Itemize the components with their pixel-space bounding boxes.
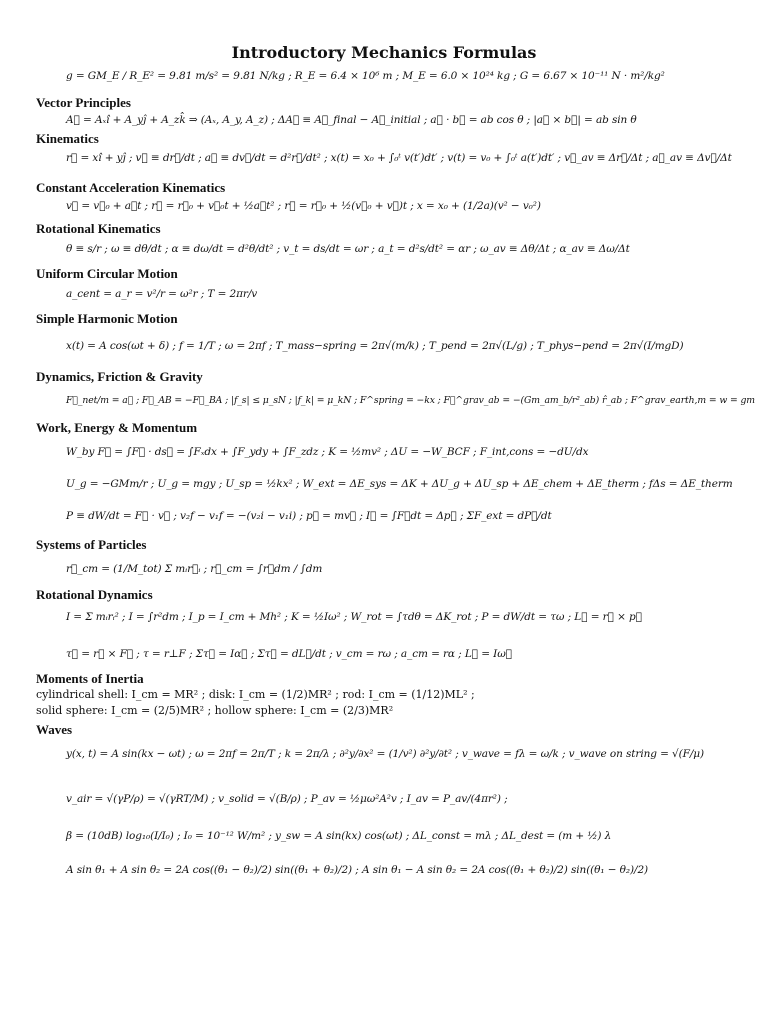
formula-line: a_cent = a_r = v²/r = ω²r ; T = 2πr/v (66, 288, 258, 300)
formula-line: r⃗_cm = (1/M_tot) Σ mᵢr⃗ᵢ ; r⃗_cm = ∫r⃗dm / ∫dm (66, 563, 323, 575)
section-heading-systems-of-particles: Systems of Particles (36, 537, 147, 552)
section-heading-kinematics: Kinematics (36, 131, 99, 146)
section-heading-vector-principles: Vector Principles (36, 95, 131, 110)
formula-line: r⃗ = xî + yĵ ; v⃗ ≡ dr⃗/dt ; a⃗ ≡ dv⃗/dt = d²r⃗/dt² ; x(t) = x₀ + ∫₀ᵗ v(t′)dt′ ; v(t) = v₀ + ∫₀ᵗ a(t′)dt′ ; v⃗_av ≡ Δr⃗/Δt ; a⃗_av ≡ Δv⃗/Δt (66, 152, 732, 164)
section-heading-shm: Simple Harmonic Motion (36, 311, 178, 326)
formula-line: β = (10dB) log₁₀(I/I₀) ; I₀ = 10⁻¹² W/m² ; y_sw = A sin(kx) cos(ωt) ; ΔL_const = mλ ; ΔL_dest = (m + ½) λ (66, 830, 612, 842)
formula-line: P ≡ dW/dt = F⃗ · v⃗ ; v₂f − v₁f = −(v₂i − v₁i) ; p⃗ = mv⃗ ; I⃗ = ∫F⃗dt = Δp⃗ ; ΣF_ext = dP⃗/dt (66, 510, 552, 522)
section-heading-circular-motion: Uniform Circular Motion (36, 266, 178, 281)
formula-line: cylindrical shell: I_cm = MR² ; disk: I_cm = (1/2)MR² ; rod: I_cm = (1/12)ML² ; (36, 688, 475, 701)
section-heading-rotational-dynamics: Rotational Dynamics (36, 587, 153, 602)
formula-line: x(t) = A cos(ωt + δ) ; f = 1/T ; ω = 2πf ; T_mass−spring = 2π√(m/k) ; T_pend = 2π√(L/g) ; T_phys−pend = 2π√(I/mgD) (66, 340, 684, 352)
formula-line: F⃗_net/m = a⃗ ; F⃗_AB = −F⃗_BA ; |f_s| ≤ μ_sN ; |f_k| = μ_kN ; F^spring = −kx ; F⃗^grav_ab = −(Gm_am_b/r²_ab) r̂_ab ; F^grav_earth,m = w = gm (66, 395, 755, 406)
formula-line: τ⃗ = r⃗ × F⃗ ; τ = r⊥F ; Στ⃗ = Iα⃗ ; Στ⃗ = dL⃗/dt ; v_cm = rω ; a_cm = rα ; L⃗ = Iω⃗ (66, 648, 512, 660)
formula-line: I = Σ mᵢrᵢ² ; I = ∫r²dm ; I_p = I_cm + Mh² ; K = ½Iω² ; W_rot = ∫τdθ = ΔK_rot ; P = dW/dt = τω ; L⃗ = r⃗ × p⃗ (66, 611, 642, 623)
formula-line: solid sphere: I_cm = (2/5)MR² ; hollow sphere: I_cm = (2/3)MR² (36, 704, 394, 717)
formula-line: U_g = −GMm/r ; U_g = mgy ; U_sp = ½kx² ; W_ext = ΔE_sys = ΔK + ΔU_g + ΔU_sp + ΔE_chem + ΔE_therm ; fΔs = ΔE_therm (66, 478, 733, 490)
header-constants: g = GM_E / R_E² = 9.81 m/s² = 9.81 N/kg ; R_E = 6.4 × 10⁶ m ; M_E = 6.0 × 10²⁴ kg ; G = 6.67 × 10⁻¹¹ N · m²/kg² (66, 70, 665, 82)
formula-line: A sin θ₁ + A sin θ₂ = 2A cos((θ₁ − θ₂)/2) sin((θ₁ + θ₂)/2) ; A sin θ₁ − A sin θ₂ = 2A cos((θ₁ + θ₂)/2) sin((θ₁ − θ₂)/2) (66, 864, 649, 876)
section-heading-work-energy: Work, Energy & Momentum (36, 420, 198, 435)
formula-line: v⃗ = v⃗₀ + a⃗t ; r⃗ = r⃗₀ + v⃗₀t + ½a⃗t² ; r⃗ = r⃗₀ + ½(v⃗₀ + v⃗)t ; x = x₀ + (1/2a)(v² − v₀²) (66, 200, 541, 212)
formula-line: A⃗ = Aₓî + A_yĵ + A_zk̂ ⇒ (Aₓ, A_y, A_z) ; ΔA⃗ ≡ A⃗_final − A⃗_initial ; a⃗ · b⃗ = ab cos θ ; |a⃗ × b⃗| = ab sin θ (66, 114, 637, 126)
formula-line: v_air = √(γP/ρ) = √(γRT/M) ; v_solid = √(B/ρ) ; P_av = ½μω²A²v ; I_av = P_av/(4πr²) ; (66, 793, 508, 805)
section-heading-waves: Waves (36, 722, 73, 737)
section-heading-rotational-kinematics: Rotational Kinematics (36, 221, 161, 236)
formula-line: y(x, t) = A sin(kx − ωt) ; ω = 2πf = 2π/T ; k = 2π/λ ; ∂²y/∂x² = (1/v²) ∂²y/∂t² ; v_wave = fλ = ω/k ; v_wave on string = √(F/μ) (66, 748, 704, 760)
section-heading-constant-acceleration: Constant Acceleration Kinematics (36, 180, 226, 195)
formula-line: θ ≡ s/r ; ω ≡ dθ/dt ; α ≡ dω/dt = d²θ/dt² ; v_t = ds/dt = ωr ; a_t = d²s/dt² = αr ; ω_av ≡ Δθ/Δt ; α_av ≡ Δω/Δt (66, 243, 630, 255)
section-heading-dynamics: Dynamics, Friction & Gravity (36, 369, 203, 384)
formula-line: W_by F⃗ = ∫F⃗ · ds⃗ = ∫Fₓdx + ∫F_ydy + ∫F_zdz ; K = ½mv² ; ΔU = −W_BCF ; F_int,cons = −dU/dx (66, 446, 589, 458)
page-title: Introductory Mechanics Formulas (231, 43, 537, 62)
section-heading-moments-of-inertia: Moments of Inertia (36, 671, 144, 686)
